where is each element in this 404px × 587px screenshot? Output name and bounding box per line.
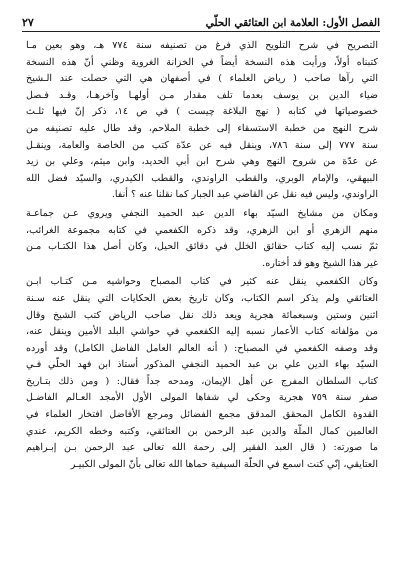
chapter-title: الفصل الأول: العلامة ابن العتائقي الحلّي <box>205 17 380 29</box>
text-line: منهم الزهري أو ابن الزهري، وقد ذكره الكفعمي في كتابه مجموعة الغرائب، <box>26 224 378 236</box>
text-line: القدوة الكامل المحقق المدقق مجمع الفضائل ومرجع الأفاضل افتخار العلماء في <box>26 409 378 421</box>
page-number: ٢٧ <box>22 16 34 29</box>
text-line: السيّد بهاء الدين علي بن عبد الحميد النجفي المذكور أستاذ ابن فهد الحلّي فـي <box>26 359 378 371</box>
text-line: التي رآها صاحب ( رياض العلماء ) في أصفهان هي التي حصلت عند الـشيخ <box>26 73 378 85</box>
text-line: العتائقي ولم يذكر اسم الكتاب، وكان تاريخ بعض الحكايات التي ينقل عنه سـنة <box>26 292 378 304</box>
text-line: عن عدّة من شروح النهج وهي شرح ابن أبي الحديد، وابن ميثم، وعلي بن زيد <box>26 156 378 168</box>
text-line: شرح النهج من خطبة الاستسقاء إلى خطبة الملاحم، وقد طال عليه تصنيفه من <box>26 122 378 134</box>
text-line: سنة ٧٧٧ إلى سنة ٧٨٦، وينقل فيه عن عدّة كتب من الخاصة والعامة، وينقـل <box>26 139 378 151</box>
text-line: اثنين وستين وسبعمائة هجرية ويعد ذلك نقل صاحب الرياض كتب الشيخ وقال <box>26 309 378 321</box>
body-text <box>26 38 378 577</box>
text-line: البيهقي، والإمام الوبري، والقطب الراوندي، والقطب الكيدري، والسيّد فضل الله <box>26 172 378 184</box>
running-header <box>22 10 380 30</box>
paragraph <box>26 206 378 272</box>
text-line: التصريح في شرح التلويح الذي فرغ من تصنيفه سنة ٧٧٤ هـ، وهو بعين مـا <box>26 40 378 51</box>
text-line: الراوندي، وليس فيه نقل عن القاضي عبد الجبار كما نقلنا عنه ؟ أنفا. <box>111 189 378 201</box>
text-line: غير هذا الشيخ وهو قد أختاره. <box>262 257 378 269</box>
paragraph <box>26 38 378 204</box>
text-line: ما صورته: ( قال العبد الفقير إلى رحمة الله تعالى عبد الرحمن بـن إبـراهيم <box>26 442 378 454</box>
text-line: وقد وصفه الكفعمي في المصباح: ( أنه العالم العامل الفاضل الكامل) وقد أورده <box>26 342 378 354</box>
text-line: العالمين كمال الملّة والدين عبد الرحمن بن العتائقي، وكتبه وخطه الكريم، عندي <box>26 425 378 437</box>
text-line: كتاب السلطان المفرج عن أهل الإيمان، ومدحه جداً فقال: ( ومن ذلك بتـاريخ <box>26 375 378 387</box>
header-rule <box>22 31 380 32</box>
text-line: كتبناه أولاً، ورأيت هذه النسخة أيضاً في الخزانة الغروية وظني أنّ هذه النسخة <box>26 56 378 68</box>
text-line: خصوصياتها في كتابه ( نهج البلاغة چيست ) في ص ١٤، ذكر إنّ فيها ثلـث <box>26 106 378 118</box>
text-line: ومكان من مشايخ السيّد بهاء الدين عبد الحميد النجفي ويروي عـن جماعـة <box>26 207 378 219</box>
paragraph <box>26 274 378 473</box>
text-line: ثمّ نسب إليه كتاب حقائق الخلل في دقائق الحيل، وكان أصل هذا الكتـاب مـن <box>26 241 378 253</box>
text-line: وكان الكفعمي ينقل عنه كثير في كتاب المصباح وحواشيه مـن كتـاب ابـن <box>26 276 378 288</box>
text-line: من مؤلفاته كتاب الأعمار نسبه إليه الكفعمي في حواشي البلد الأمين وينقل عنه، <box>26 326 378 338</box>
text-line: ضياء الدين بن يوسف بعدما تلف مقدار مـن أولهـا وآخرهـا، وقـد فـصل <box>26 89 378 101</box>
text-line: صفر سنة ٧٥٩ هجرية وحكى لي شفاها المولى الأول الأمجد العـالم الفاضـل <box>26 392 378 404</box>
text-line: العتايقي، إنّي كنت اسمع في الحلّة السيفية حماها الله تعالى بأنّ المولى الكبيـر <box>70 458 378 470</box>
